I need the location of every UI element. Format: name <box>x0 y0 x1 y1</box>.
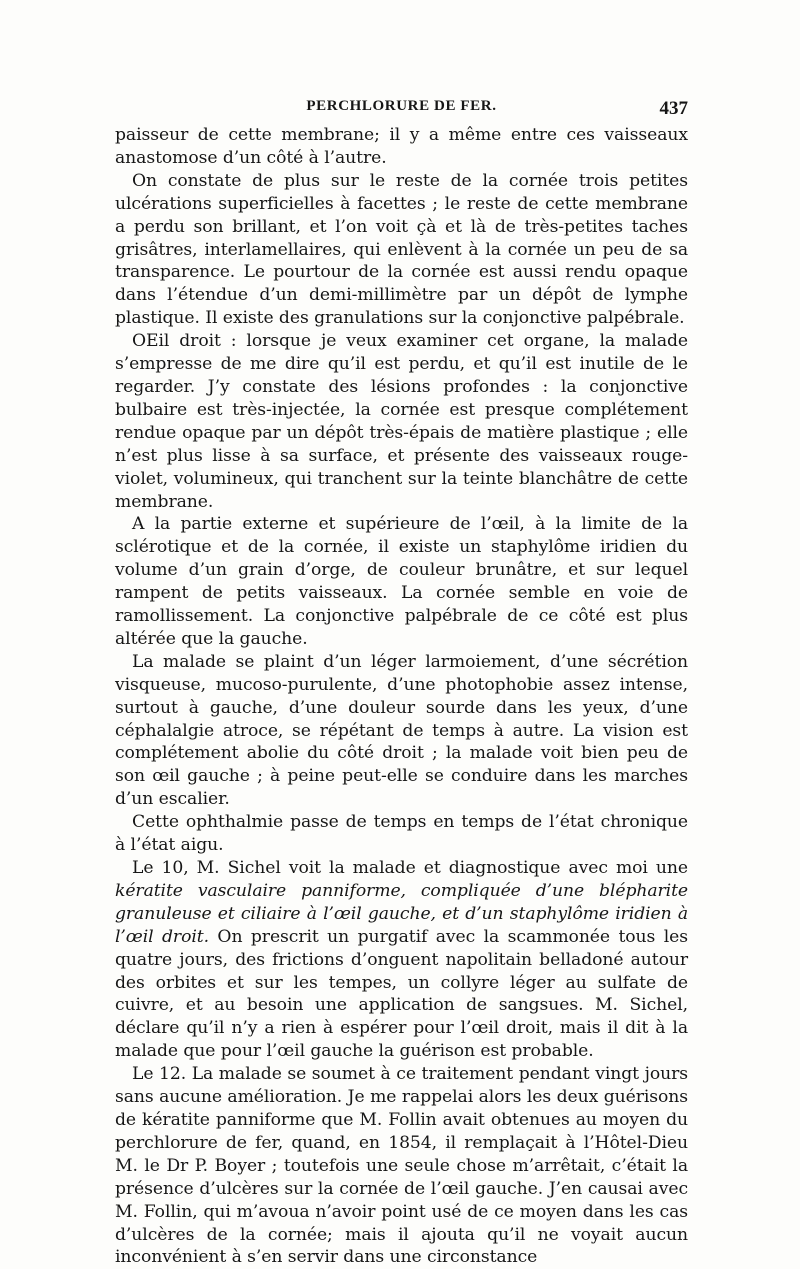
diagnosis-intro: Le 10, M. Sichel voit la malade et diagnostique avec moi une <box>132 858 688 878</box>
paragraph-cornea-findings: On constate de plus sur le reste de la cornée trois petites ulcérations superficielles à facettes ; le reste de cette membrane a perdu son brillant, et l’on voit çà et là de très-petites taches grisâtres, interlamellaires, qui enlèvent à la cornée un peu de sa transparence. Le pourtour de la cornée est aussi rendu opaque dans l’étendue d’un demi-millimètre par un dépôt de lymphe plastique. Il existe des granulations sur la conjonctive palpébrale. <box>115 170 688 329</box>
body-text <box>115 124 688 1269</box>
paragraph-diagnosis <box>115 857 688 1063</box>
paragraph-chronic: Cette ophthalmie passe de temps en temps de l’état chronique à l’état aigu. <box>115 812 688 856</box>
diagnosis-treatment: On prescrit un purgatif avec la scammonée tous les quatre jours, des frictions d’onguent napolitain belladoné autour des orbites et sur les tempes, un collyre léger au sulfate de cuivre, et au besoin une application de sangsues. M. Sichel, déclare qu’il n’y a rien à espérer pour l’œil droit, mais il dit à la malade que pour l’œil gauche la guérison est probable. <box>115 926 688 1062</box>
page-number: 437 <box>659 98 688 119</box>
diagnosis-italic: kératite vasculaire panniforme, compliquée d’une blépharite granuleuse et ciliaire à l’œil gauche, et d’un staphylôme iridien à l’œil droit. <box>115 880 688 947</box>
running-title: PERCHLORURE DE FER. <box>306 98 497 114</box>
paragraph-follow-up: Le 12. La malade se soumet à ce traitement pendant vingt jours sans aucune amélioration. Je me rappelai alors les deux guérisons de kératite panniforme que M. Follin avait obtenues au moyen du perchlorure de fer, quand, en 1854, il remplaçait à l’Hôtel-Dieu M. le Dr P. Boyer ; toutefois une seule chose m’arrêtait, c’était la présence d’ulcères sur la cornée de l’œil gauche. J’en causai avec M. Follin, qui m’avoua n’avoir point usé de ce moyen dans les cas d’ulcères de la cornée; mais il ajouta qu’il ne voyait aucun inconvénient à s’en servir dans une circonstance <box>115 1064 688 1268</box>
running-header <box>115 98 688 122</box>
paragraph-continued: paisseur de cette membrane; il y a même entre ces vaisseaux anastomose d’un côté à l’autre. <box>115 125 688 168</box>
paragraph-right-eye: OEil droit : lorsque je veux examiner cet organe, la malade s’empresse de me dire qu’il est perdu, et qu’il est inutile de le regarder. J’y constate des lésions profondes : la conjonctive bulbaire est très-injectée, la cornée est presque complétement rendue opaque par un dépôt très-épais de matière plastique ; elle n’est plus lisse à sa surface, et présente des vaisseaux rouge-violet, volumineux, qui tranchent sur la teinte blanchâtre de cette membrane. <box>115 331 688 512</box>
paragraph-symptoms: La malade se plaint d’un léger larmoiement, d’une sécrétion visqueuse, mucoso-purulente, d’une photophobie assez intense, surtout à gauche, d’une douleur sourde dans les yeux, d’une céphalalgie atroce, se répétant de temps à autre. La vision est complétement abolie du côté droit ; la malade voit bien peu de son œil gauche ; à peine peut-elle se conduire dans les marches d’un escalier. <box>115 651 688 810</box>
paragraph-staphyloma: A la partie externe et supérieure de l’œil, à la limite de la sclérotique et de la cornée, il existe un staphylôme iridien du volume d’un grain d’orge, de couleur brunâtre, et sur lequel rampent de petits vaisseaux. La cornée semble en voie de ramollissement. La conjonctive palpébrale de ce côté est plus altérée que la gauche. <box>115 514 688 649</box>
